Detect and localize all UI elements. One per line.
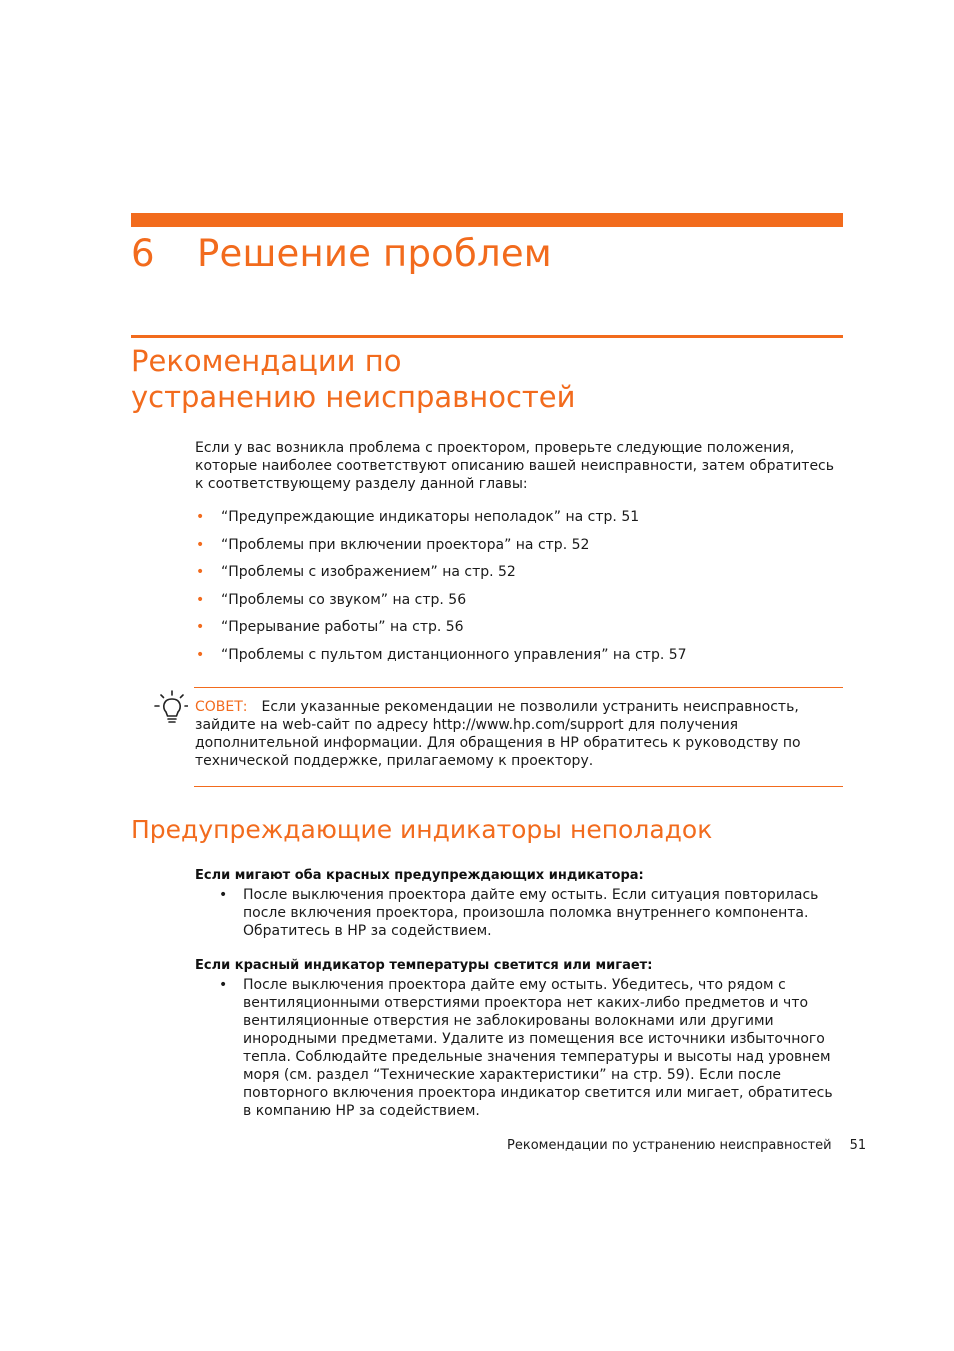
topic-list xyxy=(195,508,835,674)
condition-heading: Если мигают оба красных предупреждающих индикатора: xyxy=(195,868,644,883)
list-item[interactable]: • “Прерывание работы” на стр. 56 xyxy=(196,619,464,636)
list-item[interactable]: • “Проблемы с изображением” на стр. 52 xyxy=(196,564,516,581)
footer-title: Рекомендации по устранению неисправностей xyxy=(507,1138,832,1153)
subsection-title: Предупреждающие индикаторы неполадок xyxy=(131,815,713,844)
chapter-title: Решение проблем xyxy=(197,232,552,275)
tip-top-rule xyxy=(194,687,843,688)
intro-paragraph: Если у вас возникла проблема с проектором, проверьте следующие положения, которые наиболее соответствуют описанию вашей неисправности, затем обратитесь к соответствующему разделу данной главы: xyxy=(195,440,835,492)
tip-note xyxy=(195,698,841,770)
page-number: 51 xyxy=(849,1138,867,1153)
list-item[interactable]: • “Проблемы с пультом дистанционного управления” на стр. 57 xyxy=(196,646,687,663)
condition-heading: Если красный индикатор температуры светится или мигает: xyxy=(195,958,653,973)
section-divider xyxy=(131,335,843,338)
list-item[interactable]: • “Проблемы при включении проектора” на стр. 52 xyxy=(196,536,590,553)
list-item[interactable]: • “Проблемы со звуком” на стр. 56 xyxy=(196,591,467,608)
tip-text: Если указанные рекомендации не позволили устранить неисправность, зайдите на web-сайт по адресу http://www.hp.com/support для получения дополнительной информации. Для обращения в HP обратитесь к руководству по технической поддержке, прилагаемому к проектору. xyxy=(195,699,801,769)
tip-label: СОВЕТ: xyxy=(195,699,248,715)
chapter-number: 6 xyxy=(131,232,155,275)
condition-item: • После выключения проектора дайте ему остыть. Если ситуация повторилась после включения проектора, произошла поломка внутреннего компонента. Обратитесь в HP за содействием. xyxy=(219,887,819,939)
page-footer xyxy=(507,1138,866,1153)
lightbulb-icon xyxy=(152,689,188,725)
section-title: Рекомендации по устранению неисправностей xyxy=(131,344,576,414)
tip-bottom-rule xyxy=(194,786,843,787)
chapter-top-bar xyxy=(131,213,843,227)
chapter-heading xyxy=(131,232,552,275)
list-item[interactable]: • “Предупреждающие индикаторы неполадок” на стр. 51 xyxy=(196,509,640,525)
condition-item: • После выключения проектора дайте ему остыть. Убедитесь, что рядом с вентиляционными отверстиями проектора нет каких-либо предметов и что вентиляционные отверстия не заблокированы волокнами или другими инородными предметами. Удалите из помещения все источники избыточного тепла. Соблюдайте предельные значения температуры и высоты над уровнем моря (см. раздел “Технические характеристики” на стр. 59). Если после повторного включения проектора индикатор светится или мигает, обратитесь в компанию HP за содействием. xyxy=(219,977,833,1119)
